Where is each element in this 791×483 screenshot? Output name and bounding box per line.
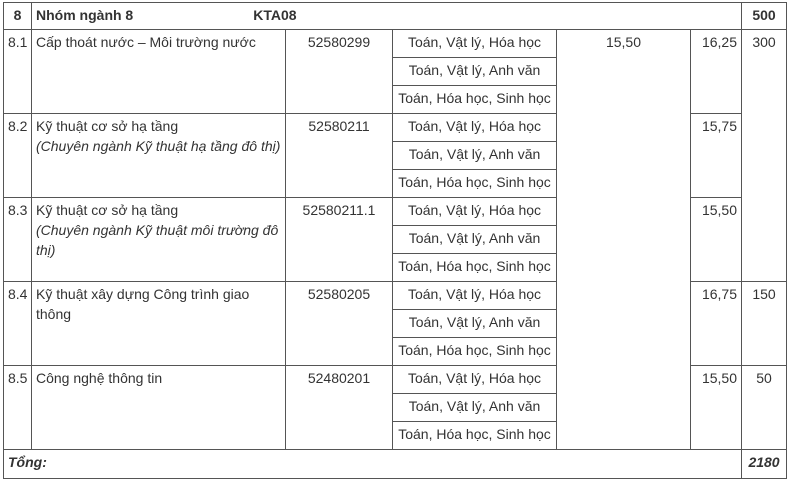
subject-combination: Toán, Hóa học, Sinh học (393, 254, 557, 282)
subject-combination: Toán, Hóa học, Sinh học (393, 170, 557, 198)
subject-combination: Toán, Hóa học, Sinh học (393, 86, 557, 114)
score: 16,75 (691, 282, 742, 366)
score: 15,50 (691, 198, 742, 282)
major-code: 52580211.1 (286, 198, 393, 282)
total-row (4, 450, 787, 479)
total-value: 2180 (742, 450, 787, 479)
total-label: Tổng: (4, 450, 742, 479)
score: 15,75 (691, 114, 742, 198)
subject-combination: Toán, Vật lý, Hóa học (393, 282, 557, 310)
major-name (32, 282, 286, 366)
score-column: 15,50 (557, 30, 691, 450)
major-title: Cấp thoát nước – Môi trường nước (36, 34, 256, 50)
subject-combination: Toán, Hóa học, Sinh học (393, 338, 557, 366)
subject-combination: Toán, Vật lý, Anh văn (393, 310, 557, 338)
major-title: Kỹ thuật xây dựng Công trình giao thông (36, 286, 250, 322)
row-number: 8.3 (4, 198, 32, 282)
score: 15,50 (691, 366, 742, 450)
subject-combination: Toán, Hóa học, Sinh học (393, 422, 557, 450)
row-number: 8.1 (4, 30, 32, 114)
quota: 150 (742, 282, 787, 366)
quota: 50 (742, 366, 787, 450)
major-title: Công nghệ thông tin (36, 370, 163, 386)
subject-combination: Toán, Vật lý, Hóa học (393, 198, 557, 226)
major-name (32, 30, 286, 114)
quota: 300 (742, 30, 787, 282)
group-name: Nhóm ngành 8 (36, 7, 134, 23)
group-number: 8 (4, 3, 32, 30)
subject-combination: Toán, Vật lý, Hóa học (393, 366, 557, 394)
major-name (32, 198, 286, 282)
group-code: KTA08 (253, 7, 297, 23)
group-quota: 500 (742, 3, 787, 30)
major-title: Kỹ thuật cơ sở hạ tầng (36, 118, 179, 134)
row-number: 8.2 (4, 114, 32, 198)
major-code: 52580205 (286, 282, 393, 366)
score: 16,25 (691, 30, 742, 114)
major-note: (Chuyên ngành Kỹ thuật hạ tầng đô thị) (36, 138, 281, 154)
major-note: (Chuyên ngành Kỹ thuật môi trường đô thị) (36, 222, 279, 258)
major-code: 52580299 (286, 30, 393, 114)
subject-combination: Toán, Vật lý, Anh văn (393, 142, 557, 170)
major-name (32, 114, 286, 198)
major-code: 52480201 (286, 366, 393, 450)
subject-combination: Toán, Vật lý, Anh văn (393, 58, 557, 86)
subject-combination: Toán, Vật lý, Anh văn (393, 226, 557, 254)
group-title (32, 3, 742, 30)
row-number: 8.5 (4, 366, 32, 450)
table-row (4, 30, 787, 58)
major-title: Kỹ thuật cơ sở hạ tầng (36, 202, 179, 218)
major-code: 52580211 (286, 114, 393, 198)
major-name (32, 366, 286, 450)
group-header-row (4, 3, 787, 30)
admission-table (3, 2, 787, 479)
subject-combination: Toán, Vật lý, Anh văn (393, 394, 557, 422)
subject-combination: Toán, Vật lý, Hóa học (393, 114, 557, 142)
subject-combination: Toán, Vật lý, Hóa học (393, 30, 557, 58)
row-number: 8.4 (4, 282, 32, 366)
